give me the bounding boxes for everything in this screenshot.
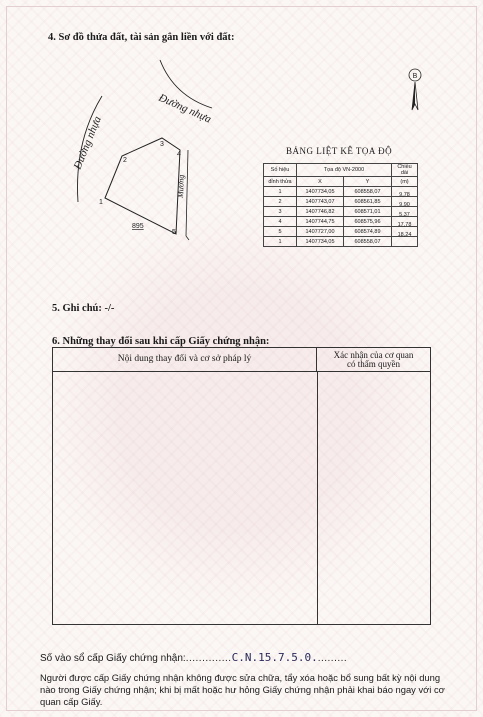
cell-y: 608558,07 <box>344 237 392 247</box>
registration-dots-after: ......... <box>317 653 348 664</box>
header-coord: Tọa độ VN-2000 <box>297 164 392 177</box>
cell-x: 1407744,75 <box>297 217 344 227</box>
section-6-title: 6. Những thay đổi sau khi cấp Giấy chứng nhận: <box>52 336 270 347</box>
length-value: 9,78 <box>399 192 410 198</box>
changes-column-divider <box>317 372 318 624</box>
cell-length <box>392 217 418 227</box>
cell-y: 608558,07 <box>344 187 392 197</box>
coord-table <box>263 163 418 247</box>
registration-label: Số vào sổ cấp Giấy chứng nhận: <box>40 653 186 664</box>
confirmation-header-line-2: có thẩm quyền <box>347 359 400 369</box>
vertex-label-5: 5 <box>172 229 176 236</box>
header-x: X <box>297 177 344 187</box>
changes-header-confirmation <box>317 348 430 372</box>
cell-y: 608575,96 <box>344 217 392 227</box>
coord-table-header-row-2 <box>264 177 418 187</box>
length-value: 18,24 <box>397 232 412 238</box>
table-row <box>264 197 418 207</box>
cell-x: 1407734,05 <box>297 237 344 247</box>
coord-table-title: BẢNG LIỆT KÊ TỌA ĐỘ <box>286 146 393 156</box>
cell-x: 1407727,00 <box>297 227 344 237</box>
cell-length <box>392 197 418 207</box>
legal-note: Người được cấp Giấy chứng nhận không được sửa chữa, tẩy xóa hoặc bổ sung bất kỳ nội dung nào trong Giấy chứng nhận; khi bị mất hoặc hư hỏng Giấy chứng nhận phải khai báo ngay với cơ quan cấp Giấy. <box>40 672 445 707</box>
confirmation-header-line-1: Xác nhận của cơ quan <box>333 350 414 360</box>
cell-length <box>392 227 418 237</box>
changes-header-content: Nội dung thay đổi và cơ sở pháp lý <box>53 348 317 372</box>
cell-y: 608574,89 <box>344 227 392 237</box>
section-5-title: 5. Ghi chú: -/- <box>52 303 115 314</box>
cell-point: 1 <box>264 237 297 247</box>
table-row <box>264 237 418 247</box>
ditch-label: Mương <box>176 174 186 199</box>
coord-table-header-row-1 <box>264 164 418 177</box>
table-row <box>264 187 418 197</box>
registration-number-line <box>40 651 347 664</box>
cell-point: 1 <box>264 187 297 197</box>
cell-length <box>392 207 418 217</box>
cell-x: 1407734,05 <box>297 187 344 197</box>
north-arrow-icon <box>404 66 426 114</box>
cell-y: 608561,85 <box>344 197 392 207</box>
parcel-boundary <box>105 138 180 234</box>
table-row <box>264 207 418 217</box>
length-value: 5,37 <box>399 212 410 218</box>
ditch-line <box>186 150 188 236</box>
cell-x: 1407743,07 <box>297 197 344 207</box>
length-value: 9,90 <box>399 202 410 208</box>
header-length-unit: (m) <box>392 177 418 187</box>
cell-y: 608571,01 <box>344 207 392 217</box>
vertex-label-4: 4 <box>177 151 181 158</box>
vertex-label-2: 2 <box>123 157 127 164</box>
vertex-label-1: 1 <box>99 199 103 206</box>
cell-point: 5 <box>264 227 297 237</box>
road-left-label: Đường nhựa <box>71 114 104 172</box>
changes-table <box>52 347 431 625</box>
cell-point: 4 <box>264 217 297 227</box>
parcel-sketch <box>62 52 262 252</box>
cell-length-empty <box>392 237 418 247</box>
vertex-label-3: 3 <box>160 141 164 148</box>
header-y: Y <box>344 177 392 187</box>
section-4-title: 4. Sơ đồ thửa đất, tài sản gắn liền với đất: <box>48 32 235 43</box>
cell-length <box>392 187 418 197</box>
header-point-bottom: đỉnh thửa <box>264 177 297 187</box>
header-length-top: Chiều dài <box>392 164 418 177</box>
table-row <box>264 227 418 237</box>
registration-number: C.N.15.7.5.0. <box>231 651 318 664</box>
cell-point: 3 <box>264 207 297 217</box>
registration-dots-before: .............. <box>185 653 232 664</box>
road-top-label: Đường nhựa <box>156 91 213 126</box>
parcel-area-label: 895 <box>132 223 144 230</box>
cell-point: 2 <box>264 197 297 207</box>
ditch-end <box>186 236 189 240</box>
cell-x: 1407746,82 <box>297 207 344 217</box>
header-point-top: Số hiệu <box>264 164 297 177</box>
compass-label: B <box>412 73 418 80</box>
length-value: 17,78 <box>397 222 412 228</box>
table-row <box>264 217 418 227</box>
